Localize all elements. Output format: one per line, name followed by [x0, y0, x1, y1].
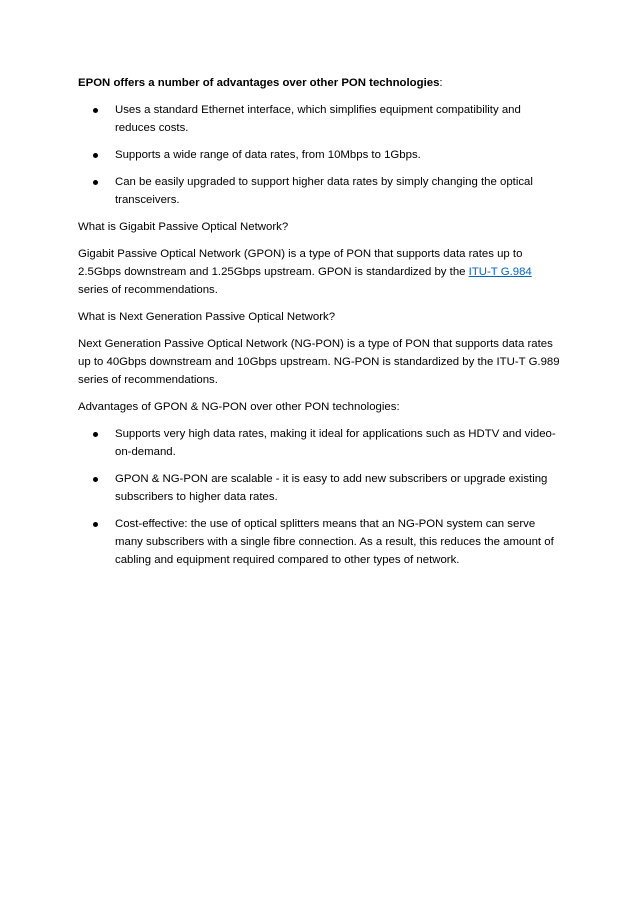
bullet-icon [93, 108, 98, 113]
list-item [78, 146, 560, 164]
list-item-text: Cost-effective: the use of optical splitters means that an NG-PON system can serve many subscribers with a single fibre connection. As a result, this reduces the amount of cabling and equipment required compared to other types of network. [115, 518, 554, 566]
bullet-icon [93, 432, 98, 437]
gpon-ngpon-advantages-list [78, 425, 560, 569]
list-item-text: GPON & NG-PON are scalable - it is easy to add new subscribers or upgrade existing subscribers to higher data rates. [115, 473, 548, 503]
epon-advantages-heading [78, 74, 560, 92]
gpon-description-text-end: series of recommendations. [78, 284, 218, 296]
list-item [78, 470, 560, 506]
epon-advantages-heading-colon: : [439, 77, 443, 89]
list-item-text: Can be easily upgraded to support higher data rates by simply changing the optical transceivers. [115, 176, 533, 206]
bullet-icon [93, 522, 98, 527]
gpon-question: What is Gigabit Passive Optical Network? [78, 221, 289, 233]
bullet-icon [93, 180, 98, 185]
list-item [78, 173, 560, 209]
bullet-icon [93, 477, 98, 482]
list-item [78, 515, 560, 569]
list-item-text: Uses a standard Ethernet interface, which simplifies equipment compatibility and reduces costs. [115, 104, 521, 134]
list-item-text: Supports very high data rates, making it ideal for applications such as HDTV and video-on-demand. [115, 428, 556, 458]
epon-advantages-heading-bold: EPON offers a number of advantages over other PON technologies [78, 77, 440, 89]
list-item-text: Supports a wide range of data rates, from 10Mbps to 1Gbps. [115, 149, 421, 161]
list-item [78, 425, 560, 461]
itu-t-g984-link[interactable]: ITU-T G.984 [468, 266, 532, 278]
document-page [78, 74, 560, 578]
bullet-icon [93, 153, 98, 158]
gpon-description-text: Gigabit Passive Optical Network (GPON) is a type of PON that supports data rates up to 2.5Gbps downstream and 1.25Gbps upstream. GPON is standardized by the [78, 248, 523, 278]
ngpon-question: What is Next Generation Passive Optical Network? [78, 311, 336, 323]
gpon-description [78, 245, 560, 299]
gpon-ngpon-advantages-heading: Advantages of GPON & NG-PON over other PON technologies: [78, 401, 400, 413]
epon-advantages-list [78, 101, 560, 209]
ngpon-description: Next Generation Passive Optical Network (NG-PON) is a type of PON that supports data rates up to 40Gbps downstream and 10Gbps upstream. NG-PON is standardized by the ITU-T G.989 series of recommendations. [78, 338, 560, 386]
list-item [78, 101, 560, 137]
